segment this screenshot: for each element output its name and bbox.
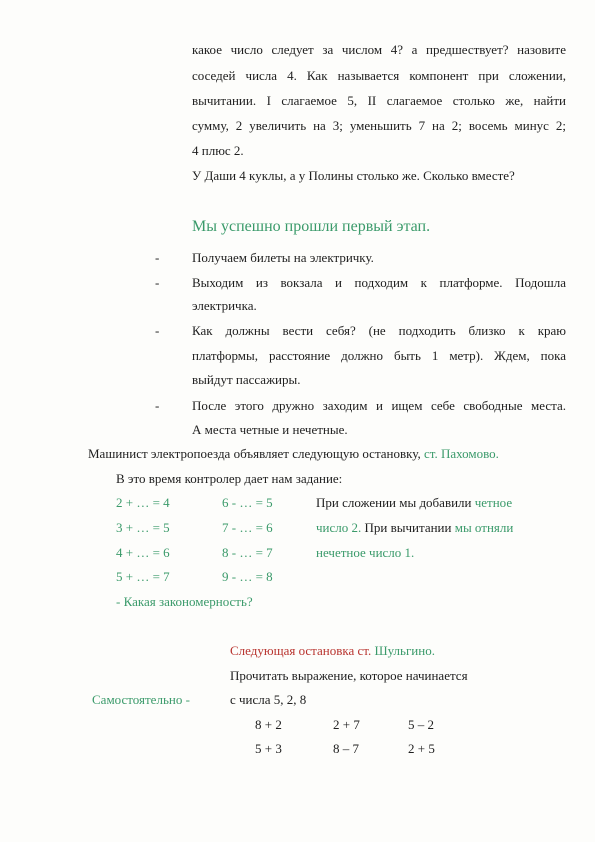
equation: 5 + … = 7 xyxy=(116,569,170,584)
station-name: Шульгино. xyxy=(374,643,435,658)
rule-text: При вычитании xyxy=(364,520,452,535)
list-item: Получаем билеты на электричку. xyxy=(192,250,374,265)
expression: 5 – 2 xyxy=(408,717,434,732)
list-marker: - xyxy=(155,275,160,290)
equation: 8 - … = 7 xyxy=(222,545,273,560)
list-item: Выходим из вокзала и подходим к платформе. Подошла xyxy=(192,275,566,290)
list-marker: - xyxy=(155,323,160,338)
next-stop xyxy=(230,643,435,659)
expression: 2 + 7 xyxy=(333,717,360,732)
intro-line: соседей числа 4. Как называется компонент при сложении, xyxy=(192,68,566,83)
read-task-line: с числа 5, 2, 8 xyxy=(230,692,307,707)
rule-highlight: число 2. xyxy=(316,520,362,535)
rule-highlight: нечетное число 1. xyxy=(316,545,415,560)
rule-text: При сложении мы добавили xyxy=(316,495,472,510)
rule-highlight: четное xyxy=(474,495,513,510)
rule-line xyxy=(316,520,513,536)
list-item: Как должны вести себя? (не подходить близко к краю xyxy=(192,323,566,338)
equation: 6 - … = 5 xyxy=(222,495,273,510)
expression: 8 + 2 xyxy=(255,717,282,732)
list-marker: - xyxy=(155,250,160,265)
expression: 2 + 5 xyxy=(408,741,435,756)
rule-line xyxy=(316,495,512,511)
list-item: платформы, расстояние должно быть 1 метр). Ждем, пока xyxy=(192,348,566,363)
rule-highlight: мы отняли xyxy=(454,520,514,535)
list-item: электричка. xyxy=(192,298,257,313)
controller-task: В это время контролер дает нам задание: xyxy=(116,471,343,486)
intro-line: 4 плюс 2. xyxy=(192,143,244,158)
station-name: ст. Пахомово. xyxy=(424,446,499,461)
independent-label: Самостоятельно - xyxy=(92,692,190,707)
section-heading: Мы успешно прошли первый этап. xyxy=(192,218,431,235)
expression: 5 + 3 xyxy=(255,741,282,756)
intro-line: вычитании. I слагаемое 5, II слагаемое столько же, найти xyxy=(192,93,566,108)
announcement-text: Машинист электропоезда объявляет следующую остановку, xyxy=(88,446,421,461)
machinist-announcement xyxy=(88,446,499,462)
list-item: А места четные и нечетные. xyxy=(192,422,348,437)
equation: 9 - … = 8 xyxy=(222,569,273,584)
list-item: выйдут пассажиры. xyxy=(192,372,301,387)
equation: 4 + … = 6 xyxy=(116,545,170,560)
equation: 2 + … = 4 xyxy=(116,495,170,510)
list-item: После этого дружно заходим и ищем себе свободные места. xyxy=(192,398,566,413)
station-prefix: ст. xyxy=(357,643,372,658)
next-stop-label: Следующая остановка xyxy=(230,643,355,658)
list-marker: - xyxy=(155,398,160,413)
word-problem: У Даши 4 куклы, а у Полины столько же. Сколько вместе? xyxy=(192,168,515,183)
pattern-question: - Какая закономерность? xyxy=(116,594,253,609)
intro-line: сумму, 2 увеличить на 3; уменьшить 7 на 2; восемь минус 2; xyxy=(192,118,566,133)
expression: 8 – 7 xyxy=(333,741,359,756)
equation: 7 - … = 6 xyxy=(222,520,273,535)
intro-line: какое число следует за числом 4? а предшествует? назовите xyxy=(192,42,566,57)
equation: 3 + … = 5 xyxy=(116,520,170,535)
read-task-line: Прочитать выражение, которое начинается xyxy=(230,668,468,683)
